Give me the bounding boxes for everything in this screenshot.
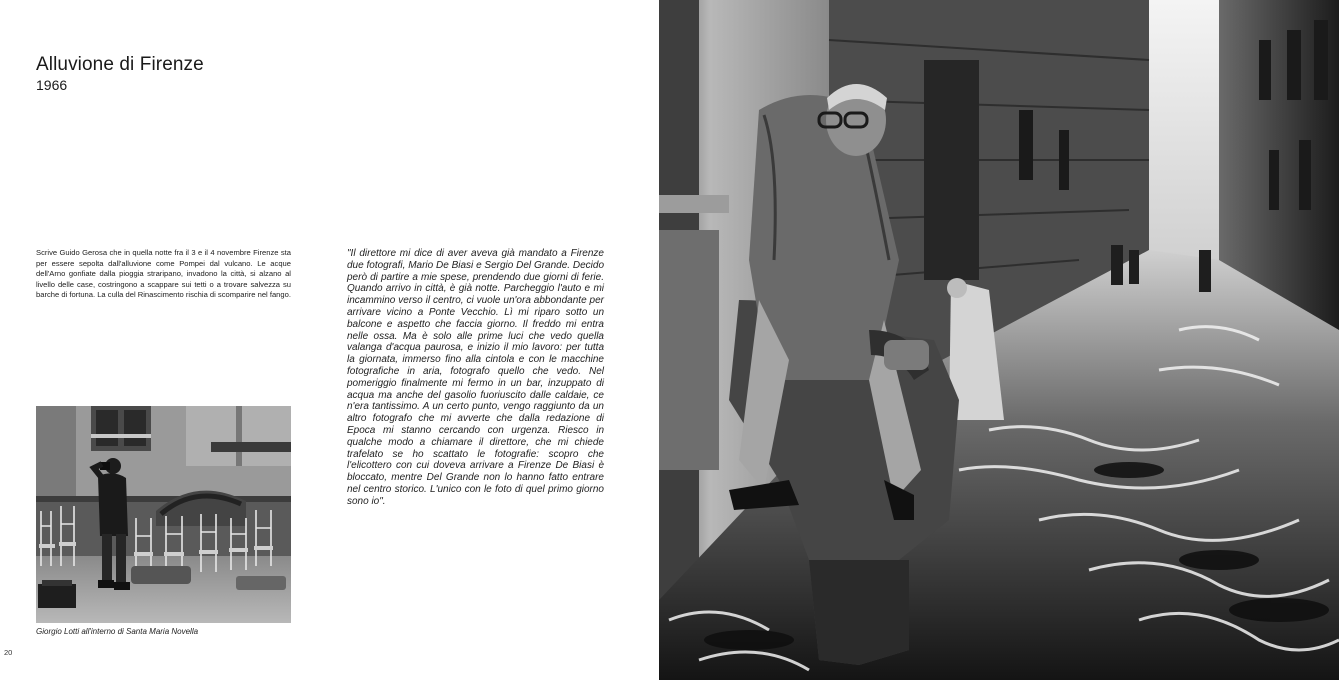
photo-caption: Giorgio Lotti all'interno di Santa Maria Novella [36,627,199,636]
page-number: 20 [4,648,13,657]
intro-paragraph: Scrive Guido Gerosa che in quella notte fra il 3 e il 4 novembre Firenze sta per essere sepolta dall'alluvione come Pompei dal vulcano. Le acque dell'Arno gonfiate dalla pioggia straripano, invadono la città, si alzano al livello delle case, costringono a scappare sui tetti o a trovare salvezza su barche di fortuna. La culla del Rinascimento rischia di scomparire nel fango. [36,248,291,300]
photographer-photo [36,406,291,623]
article-title: Alluvione di Firenze [36,54,204,75]
article-year: 1966 [36,77,68,93]
flood-photo [659,0,1339,680]
quote-paragraph: "Il direttore mi dice di aver aveva già mandato a Firenze due fotografi, Mario De Biasi e Sergio Del Grande. Decido però di partire a mie spese, prendendo due giorni di ferie. Quando arrivo in città, è già notte. Parcheggio l'auto e mi incammino verso il centro, ci vuole un'ora abbondante per arrivare vicino a Ponte Vecchio. Lì mi riparo sotto un balcone e aspetto che faccia giorno. Il freddo mi entra nelle ossa. Ma è solo alle prime luci che vedo quella valanga d'acqua paurosa, e inizio il mio lavoro: per tutta la giornata, immerso fino alla cintola e con le macchine fotografiche in aria, fotografo quello che vedo. Nel pomeriggio finalmente mi fermo in un bar, inzuppato di acqua ma anche del gasolio fuoriuscito dalle caldaie, ce n'era tantissimo. A un certo punto, vengo raggiunto da un altro fotografo che mi avverte che dalla redazione di Epoca mi stanno cercando con urgenza. Riesco in qualche modo a chiamare il direttore, che mi chiede trafelato se ho scattato le fotografie: scopro che l'elicottero con cui doveva arrivare a Firenze De Biasi è bloccato, mentre Del Grande non lo hanno fatto entrare nel centro storico. L'unico con le foto di quel primo giorno sono io". [347,248,604,507]
flood-photo-art [659,0,1339,680]
left-page [0,0,659,680]
photographer-photo-art [36,406,291,623]
